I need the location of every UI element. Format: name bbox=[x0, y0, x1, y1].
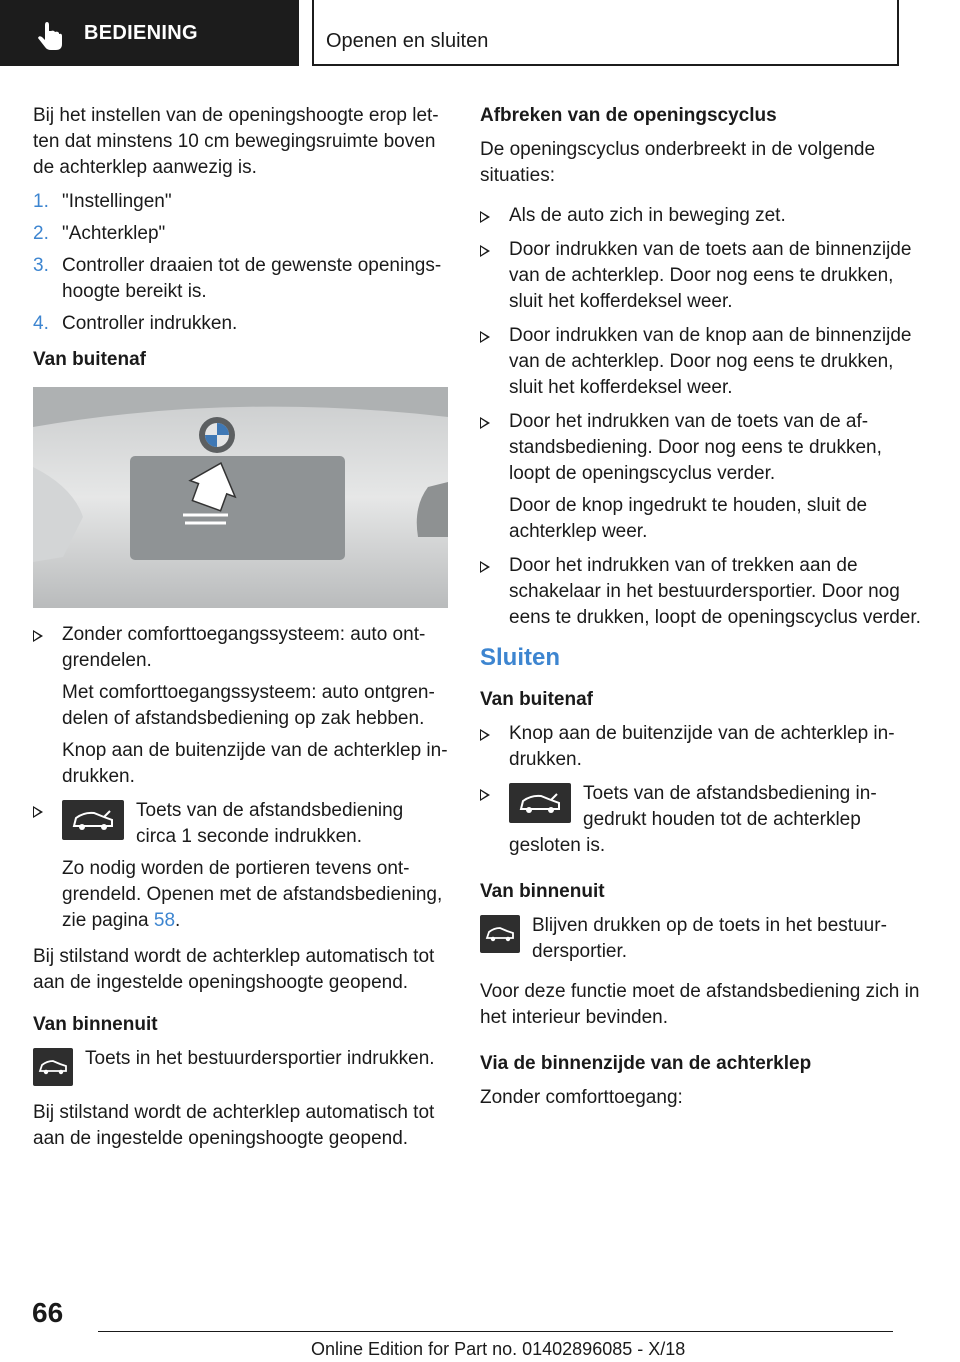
list-item bbox=[480, 203, 925, 229]
step-number: 2. bbox=[33, 223, 49, 244]
list-item bbox=[480, 781, 925, 865]
step-text: "Instellingen" bbox=[62, 191, 172, 212]
list-item bbox=[33, 798, 448, 934]
standstill-paragraph: Bij stilstand wordt de achterklep automatisch tot aan de ingestelde openingshoogte geopend. bbox=[33, 946, 435, 993]
item-text: Toets van de afstandsbediening ingedrukt houden tot de achterklep gesloten is. bbox=[509, 783, 877, 856]
bullet-triangle-icon bbox=[480, 417, 490, 429]
item-text: Knop aan de buitenzijde van de achterklep indrukken. bbox=[62, 740, 448, 787]
list-item bbox=[33, 189, 448, 215]
close-list bbox=[480, 721, 925, 865]
list-item bbox=[33, 311, 448, 337]
bullet-triangle-icon bbox=[480, 211, 490, 223]
list-item bbox=[33, 221, 448, 247]
chapter-title: Openen en sluiten bbox=[326, 30, 489, 52]
intro-paragraph: Bij het instellen van de openingshoogte erop letten dat minstens 10 cm bewegingsruimte boven de achterklep aanwezig is. bbox=[33, 105, 439, 178]
remote-note: Voor deze functie moet de afstandsbediening zich in het interieur bevinden. bbox=[480, 981, 920, 1028]
inside-text: Toets in het bestuurdersportier indrukken. bbox=[85, 1048, 435, 1069]
item-text-part: Zo nodig worden de portieren tevens ontgrendeld. Openen met de afstandsbediening, zie pagina bbox=[62, 858, 443, 931]
item-text: Met comforttoegangssysteem: auto ontgrendelen of afstandsbediening op zak hebben. bbox=[62, 682, 435, 729]
right-column bbox=[480, 103, 925, 1119]
step-number: 4. bbox=[33, 313, 49, 334]
door-tailgate-button-icon bbox=[480, 915, 520, 953]
section-label: BEDIENING bbox=[84, 22, 198, 44]
list-item bbox=[33, 622, 448, 790]
outside-open-list bbox=[33, 622, 448, 934]
step-text: "Achterklep" bbox=[62, 223, 166, 244]
abort-intro: De openingscyclus onderbreekt in de volgende situaties: bbox=[480, 139, 876, 186]
page-number: 66 bbox=[32, 1297, 64, 1328]
standstill-paragraph-2: Bij stilstand wordt de achterklep automatisch tot aan de ingestelde openingshoogte geopend. bbox=[33, 1102, 435, 1149]
abort-heading: Afbreken van de openingscyclus bbox=[480, 105, 777, 126]
step-number: 3. bbox=[33, 255, 49, 276]
bullet-triangle-icon bbox=[480, 561, 490, 573]
tailgate-photo bbox=[33, 387, 448, 608]
list-item bbox=[33, 253, 448, 305]
item-text: Toets van de afstandsbediening circa 1 seconde indrukken. bbox=[136, 800, 404, 847]
item-text: Door indrukken van de knop aan de binnenzijde van de achterklep. Door nog eens te drukken, sluit het kofferdeksel weer. bbox=[509, 325, 912, 398]
via-text: Zonder comforttoegang: bbox=[480, 1087, 683, 1108]
footer-text bbox=[311, 1336, 685, 1362]
section-tab bbox=[0, 0, 299, 66]
inside-close-block bbox=[480, 913, 925, 973]
chapter-title-box bbox=[312, 0, 899, 66]
steps-list bbox=[33, 189, 448, 337]
remote-tailgate-button-icon bbox=[62, 800, 124, 840]
subheading-outside-close: Van buitenaf bbox=[480, 689, 593, 710]
list-item bbox=[480, 237, 925, 315]
bullet-triangle-icon bbox=[480, 331, 490, 343]
item-text: Door het indrukken van de toets van de afstandsbediening. Door nog eens te drukken, loopt de openingscyclus verder. bbox=[509, 411, 882, 484]
step-number: 1. bbox=[33, 191, 49, 212]
bullet-triangle-icon bbox=[33, 630, 43, 642]
remote-tailgate-button-icon bbox=[509, 783, 571, 823]
bullet-triangle-icon bbox=[480, 789, 490, 801]
page-header bbox=[0, 0, 960, 66]
item-text: Zonder comforttoegangssysteem: auto ontgrendelen. bbox=[62, 624, 426, 671]
hand-pointer-icon bbox=[36, 22, 66, 52]
subheading-inside-close: Van binnenuit bbox=[480, 881, 605, 902]
edition-text: Online Edition for Part no. 01402896085 - X/18 bbox=[311, 1339, 686, 1359]
inside-close-text: Blijven drukken op de toets in het bestuurdersportier. bbox=[532, 915, 887, 962]
item-text: Als de auto zich in beweging zet. bbox=[509, 205, 786, 226]
item-text: Door de knop ingedrukt te houden, sluit de achterklep weer. bbox=[509, 495, 868, 542]
inside-block bbox=[33, 1046, 448, 1088]
bullet-triangle-icon bbox=[33, 806, 43, 818]
footer-divider bbox=[98, 1331, 893, 1332]
subheading-outside: Van buitenaf bbox=[33, 349, 146, 370]
item-text-end: . bbox=[175, 910, 181, 931]
page-link[interactable]: 58 bbox=[153, 910, 176, 931]
section-heading-close: Sluiten bbox=[480, 644, 561, 671]
door-tailgate-button-icon bbox=[33, 1048, 73, 1086]
item-text: Door het indrukken van of trekken aan de schakelaar in het bestuurdersportier. Door nog eens te drukken, loopt de openingscyclus verder. bbox=[509, 555, 921, 628]
step-text: Controller indrukken. bbox=[62, 313, 238, 334]
list-item bbox=[480, 409, 925, 545]
subheading-inside: Van binnenuit bbox=[33, 1014, 158, 1035]
bullet-triangle-icon bbox=[480, 245, 490, 257]
item-text: Knop aan de buitenzijde van de achterklep indrukken. bbox=[509, 723, 895, 770]
list-item bbox=[480, 323, 925, 401]
bullet-triangle-icon bbox=[480, 729, 490, 741]
list-item bbox=[480, 553, 925, 631]
step-text: Controller draaien tot de gewenste openingshoogte bereikt is. bbox=[62, 255, 442, 302]
item-text: Door indrukken van de toets aan de binnenzijde van de achterklep. Door nog eens te drukken, sluit het kofferdeksel weer. bbox=[509, 239, 912, 312]
list-item bbox=[480, 721, 925, 773]
abort-list bbox=[480, 203, 925, 631]
subheading-via-inner: Via de binnenzijde van de achterklep bbox=[480, 1053, 812, 1074]
item-text bbox=[62, 856, 448, 934]
left-column bbox=[33, 103, 448, 1160]
